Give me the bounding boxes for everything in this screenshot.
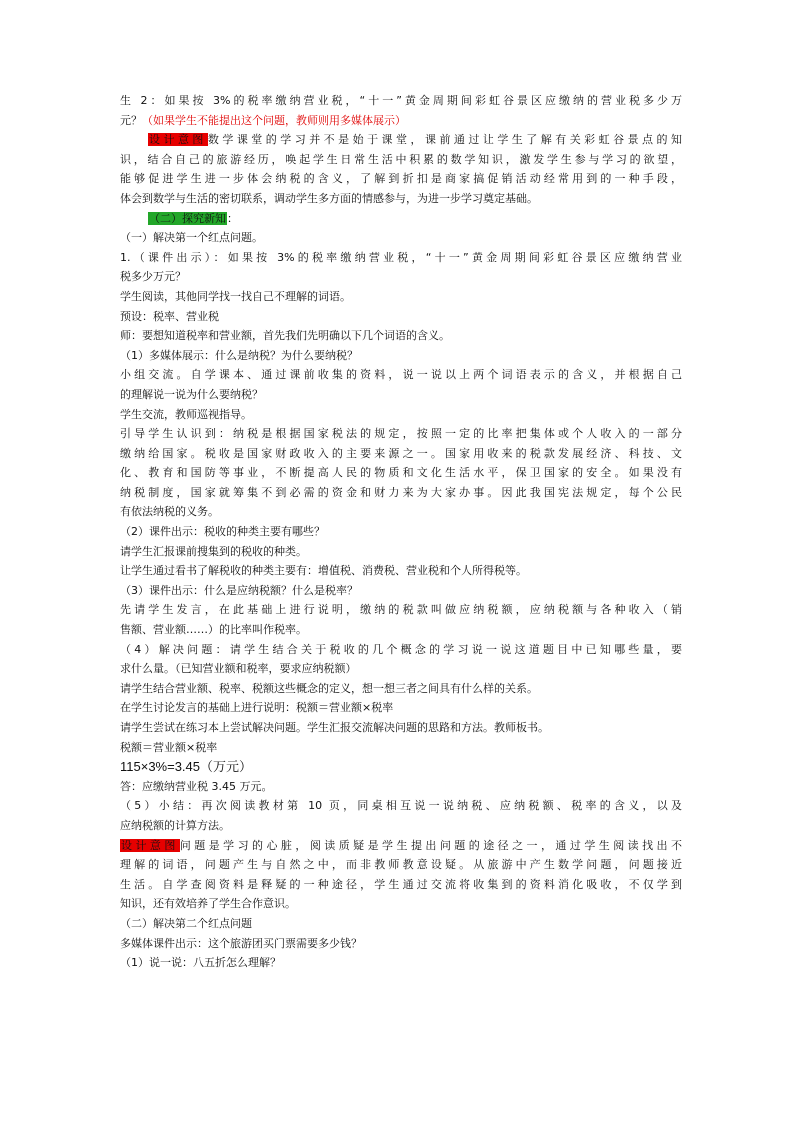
design-intent-line	[120, 836, 682, 856]
paragraph-line: 生活。自学查阅资料是释疑的一种途径，学生通过交流将收集到的资料消化吸收，不仅学到	[120, 877, 682, 891]
paragraph-line: （5）小结：再次阅读教材第 10 页，同桌相互说一说纳税、应纳税额、税率的含义，以及	[120, 799, 682, 813]
paragraph-line: 多媒体课件出示：这个旅游团买门票需要多少钱？	[120, 936, 362, 950]
paragraph-line: 师：要想知道税率和营业额，首先我们先明确以下几个词语的含义。	[120, 329, 450, 343]
paragraph-line: 请学生汇报课前搜集到的税收的种类。	[120, 544, 307, 558]
section-heading	[120, 209, 682, 229]
answer-line: 答：应缴纳营业税 3.45 万元。	[120, 779, 273, 793]
paragraph-line: 识，结合自己的旅游经历，唤起学生日常生活中积累的数学知识，激发学生参与学习的欲望，	[120, 152, 682, 166]
text-span: ：	[227, 211, 238, 225]
paragraph-line: 引导学生认识到：纳税是根据国家税法的规定，按照一定的比率把集体或个人收入的一部分	[120, 427, 682, 441]
paragraph-line: 先请学生发言，在此基础上进行说明，缴纳的税款叫做应纳税额，应纳税额与各种收入（销	[120, 603, 682, 617]
paragraph-line: 生 2：如果按 3%的税率缴纳营业税，“十一”黄金周期间彩虹谷景区应缴纳的营业税多少万	[120, 94, 682, 107]
calculation-line: 115×3%=3.45（万元）	[120, 759, 252, 775]
paragraph-line: （4）解决问题：请学生结合关于税收的几个概念的学习说一说这道题目中已知哪些量，要	[120, 642, 682, 656]
paragraph-line	[120, 111, 682, 131]
text-span: 数学课堂的学习并不是始于课堂，课前通过让学生了解有关彩虹谷景点的知	[207, 133, 682, 147]
paragraph-line: 在学生讨论发言的基础上进行说明：税额＝营业额×税率	[120, 701, 394, 715]
paragraph-line: 售额、营业额……）的比率叫作税率。	[120, 623, 307, 637]
paragraph-line: 的理解说一说为什么要纳税？	[120, 387, 263, 401]
subsection-heading: （一）解决第一个红点问题。	[120, 231, 263, 245]
paragraph-line: 能够促进学生进一步体会纳税的含义，了解到折扣是商家搞促销活动经常用到的一种手段，	[120, 172, 682, 186]
document-body	[120, 91, 682, 973]
formula-line: 税额＝营业额×税率	[120, 740, 218, 754]
design-intent-label: 设计意图	[149, 133, 207, 147]
paragraph-line: 纳税制度，国家就筹集不到必需的资金和财力来为大家办事。因此我国宪法规定，每个公民	[120, 485, 682, 499]
text-span: 元？	[120, 113, 142, 127]
paragraph-line: 理解的词语，问题产生与自然之中，而非教师教意设疑。从旅游中产生数学问题，问题接近	[120, 858, 682, 872]
paragraph-line: 化、教育和国防等事业，不断提高人民的物质和文化生活水平，保卫国家的安全。如果没有	[120, 466, 682, 480]
paragraph-line: 应纳税额的计算方法。	[120, 818, 230, 832]
subsection-heading: （二）解决第二个红点问题	[120, 916, 252, 930]
design-intent-line	[120, 130, 682, 150]
paragraph-line: （3）课件出示：什么是应纳税额？什么是税率？	[120, 583, 358, 597]
paragraph-line: 请学生结合营业额、税率、税额这些概念的定义，想一想三者之间具有什么样的关系。	[120, 681, 538, 695]
paragraph-line: 求什么量。（已知营业额和税率，要求应纳税额）	[120, 662, 357, 676]
paragraph-line: （2）课件出示：税收的种类主要有哪些？	[120, 525, 325, 539]
paragraph-line: 1.（课件出示）：如果按 3%的税率缴纳营业税，“十一”黄金周期间彩虹谷景区应缴纳营业	[120, 250, 682, 264]
paragraph-line: 学生阅读，其他同学找一找自己不理解的词语。	[120, 289, 351, 303]
paragraph-line: 税多少万元？	[120, 270, 186, 284]
design-intent-label: 设计意图	[121, 838, 179, 852]
paragraph-line: 小组交流。自学课本、通过课前收集的资料，说一说以上两个词语表示的含义，并根据自己	[120, 368, 682, 382]
paragraph-line: 学生交流，教师巡视指导。	[120, 407, 252, 421]
paragraph-line: （1）说一说：八五折怎么理解？	[120, 956, 281, 970]
paragraph-line: 有依法纳税的义务。	[120, 505, 219, 519]
paragraph-line: （1）多媒体展示：什么是纳税？为什么要纳税？	[120, 348, 358, 362]
paragraph-line: 缴纳给国家。税收是国家财政收入的主要来源之一。国家用收来的税款发展经济、科技、文	[120, 446, 682, 460]
paragraph-line: 体会到数学与生活的密切联系，调动学生多方面的情感参与，为进一步学习奠定基础。	[120, 191, 538, 205]
paragraph-line: 请学生尝试在练习本上尝试解决问题。学生汇报交流解决问题的思路和方法。教师板书。	[120, 721, 549, 734]
paragraph-line: 让学生通过看书了解税收的种类主要有：增值税、消费税、营业税和个人所得税等。	[120, 564, 527, 578]
red-note: （如果学生不能提出这个问题，教师则用多媒体展示）	[142, 113, 406, 127]
paragraph-line: 预设：税率、营业税	[120, 309, 219, 323]
paragraph-line: 知识，还有效培养了学生合作意识。	[120, 897, 296, 911]
text-span: 问题是学习的心脏，阅读质疑是学生提出问题的途径之一，通过学生阅读找出不	[179, 838, 682, 852]
section-heading-label: （二）探究新知	[149, 211, 226, 225]
